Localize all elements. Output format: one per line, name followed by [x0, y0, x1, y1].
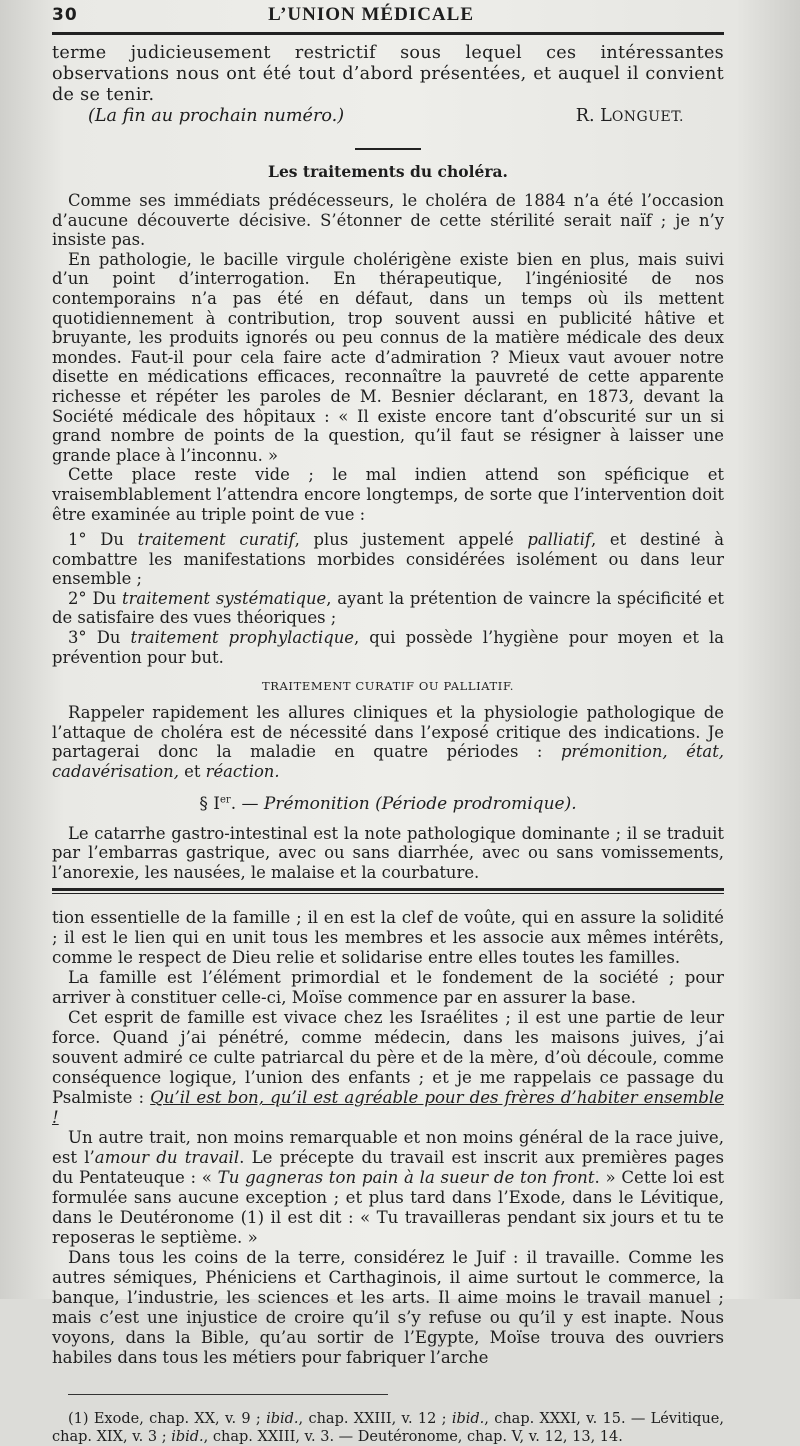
- list-item-3: 3° Du traitement prophylactique, qui possède l’hygiène pour moyen et la prévention pour but.: [52, 628, 725, 667]
- header-rule: [52, 32, 724, 35]
- feuilleton-paragraph-1: tion essentielle de la famille ; il en est la clef de voûte, qui en assure la solidité ; il est le lien qui en unit tous les membres et les associe aux mêmes intérêts, comme le respect de Dieu relie et solidarise entre elles toutes les familles.: [52, 908, 724, 968]
- list-item-2: 2° Du traitement systématique, ayant la prétention de vaincre la spécificité et de satisfaire des vues théoriques ;: [52, 588, 724, 628]
- signature-line: [52, 106, 724, 128]
- footnote-rule: [68, 1394, 388, 1395]
- author-signature: R. LONGUET.: [575, 106, 684, 126]
- column-divider-thin: [52, 893, 724, 894]
- footnote: (1) Exode, chap. XX, v. 9 ; ibid., chap. XXIII, v. 12 ; ibid., chap. XXXI, v. 15. — Lévitique, chap. XIX, v. 3 ; ibid., chap. XXIII, v. 3. — Deutéronome, chap. V, v. 12, 13, 14.: [52, 1410, 724, 1445]
- intro-paragraph: terme judicieusement restrictif sous lequel ces intéressantes observations nous ont été tout d’abord présentées, et auquel il convient de se tenir.: [52, 43, 724, 105]
- separator-rule: [355, 148, 421, 150]
- feuilleton: [52, 908, 724, 1368]
- feuilleton-paragraph-4: Un autre trait, non moins remarquable et non moins général de la race juive, est l’amour du travail. Le précepte du travail est inscrit aux premières pages du Pentateuque : « Tu gagneras ton pain à la sueur de ton front. » Cette loi est formulée sans aucune exception ; et plus tard dans l’Exode, dans le Lévitique, dans le Deutéronome (1) il est dit : « Tu travailleras pendant six jours et tu te reposeras le septième. »: [52, 1128, 725, 1248]
- paragraph-2: En pathologie, le bacille virgule cholérigène existe bien en plus, mais suivi d’un point d’interrogation. En thérapeutique, l’ingéniosité de nos contemporains n’a pas été en défaut, dans un temps où ils mettent quotidiennement à contribution, trop souvent aussi en publicité hâtive et bruyante, les produits ignorés ou peu connus de la matière médicale des deux mondes. Faut-il pour cela faire acte d’admiration ? Mieux vaut avouer notre disette en médications efficaces, reconnaître la pauvreté de cette apparente richesse et répéter les paroles de M. Besnier déclarant, en 1873, devant la Société médicale des hôpitaux : « Il existe encore tant d’obscurité sur un si grand nombre de points de la question, qu’il faut se résigner à laisser une grande place à l’inconnu. »: [52, 249, 724, 465]
- paragraph-3: Cette place reste vide ; le mal indien attend son spéficique et vraisemblablement l’attendra encore longtemps, de sorte que l’intervention doit être examinée au triple point de vue :: [52, 465, 724, 524]
- journal-title: L’UNION MÉDICALE: [268, 4, 474, 25]
- page-number: 30: [52, 5, 78, 25]
- feuilleton-paragraph-5: Dans tous les coins de la terre, considérez le Juif : il travaille. Comme les autres sémiques, Phéniciens et Carthaginois, il aime surtout le commerce, la banque, l’industrie, les sciences et les arts. Il aime moins le travail manuel ; mais c’est une injustice de croire qu’il s’y refuse ou qu’il y est inapte. Nous voyons, dans la Bible, qu’au sortir de l’Egypte, Moïse trouva des ouvriers habiles dans tous les métiers pour fabriquer l’arche: [52, 1248, 724, 1368]
- running-header: [52, 0, 724, 26]
- subheading: TRAITEMENT CURATIF OU PALLIATIF.: [262, 679, 514, 694]
- continuation-note: (La fin au prochain numéro.): [88, 106, 345, 126]
- catarrh-paragraph: Le catarrhe gastro-intestinal est la note pathologique dominante ; il se traduit par l’embarras gastrique, avec ou sans diarrhée, avec ou sans vomissements, l’anorexie, les nausées, le malaise et la courbature.: [52, 823, 724, 882]
- periods-paragraph: Rappeler rapidement les allures cliniques et la physiologie pathologique de l’attaque de choléra est de nécessité dans l’exposé critique des indications. Je partagerai donc la maladie en quatre périodes : prémonition, état, cadavérisation, et réaction.: [52, 703, 725, 782]
- feuilleton-paragraph-2: La famille est l’élément primordial et le fondement de la société ; pour arriver à constituer celle-ci, Moïse commence par en assurer la base.: [52, 968, 724, 1008]
- column-divider: [52, 888, 724, 891]
- feuilleton-paragraph-3: Cet esprit de famille est vivace chez les Israélites ; il est une partie de leur force. Quand j’ai pénétré, comme médecin, dans les maisons juives, j’ai souvent admiré ce culte patriarcal du père et de la mère, d’où découle, comme conséquence logique, l’union des enfants ; et je me rappelais ce passage du Psalmiste : Qu’il est bon, qu’il est agréable pour des frères d’habiter ensemble !: [52, 1008, 725, 1128]
- paragraph-1: Comme ses immédiats prédécesseurs, le choléra de 1884 n’a été l’occasion d’aucune découverte décisive. S’étonner de cette stérilité serait naïf ; je n’y insiste pas.: [52, 191, 724, 250]
- section-heading: § Ier. — Prémonition (Période prodromique).: [199, 793, 577, 814]
- article-title: Les traitements du choléra.: [268, 162, 508, 181]
- list-item-1: 1° Du traitement curatif, plus justement appelé palliatif, et destiné à combattre les manifestations morbides considérées isolément ou dans leur ensemble ;: [52, 530, 724, 589]
